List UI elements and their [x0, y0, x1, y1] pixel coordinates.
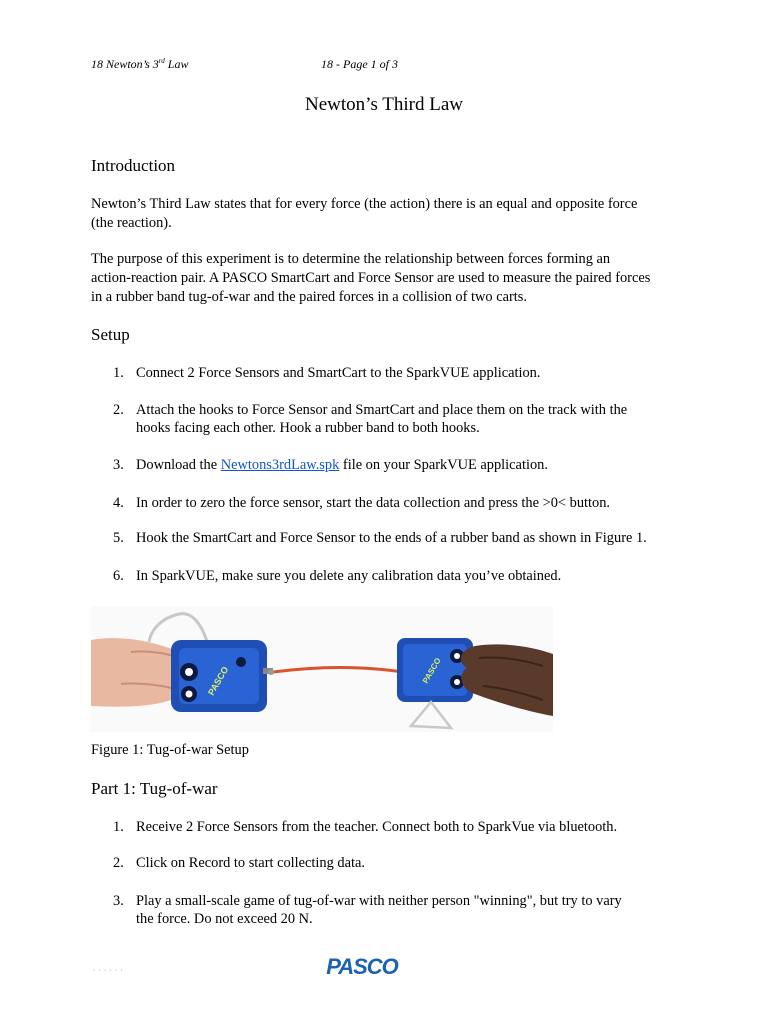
left-hook — [268, 669, 274, 675]
right-force-sensor — [397, 638, 473, 702]
tug-of-war-photo — [91, 606, 553, 732]
page-header-left: 18 Newton’s 3rd Law — [91, 57, 189, 71]
pasco-logo — [318, 955, 406, 977]
left-force-sensor — [171, 640, 273, 712]
section-heading-part1: Part 1: Tug-of-war — [91, 779, 218, 798]
intro-paragraph-2: The purpose of this experiment is to determine the relationship between forces forming an action-reaction pair. A PASCO SmartCart and Force Sensor are used to measure the paired forces in a rubber band tug-of-war and the paired forces in a collision of two carts. — [91, 251, 651, 305]
page-header-right: 18 - Page 1 of 3 — [321, 57, 398, 71]
figure-caption: Figure 1: Tug-of-war Setup — [91, 742, 249, 758]
footer-mark: · · · · · · — [93, 968, 124, 974]
section-heading-setup: Setup — [91, 325, 130, 344]
document-title: Newton’s Third Law — [305, 94, 463, 115]
svg-text:PASCO: PASCO — [206, 664, 231, 697]
section-heading-introduction: Introduction — [91, 156, 176, 175]
document-page: 18 Newton’s 3rd Law 18 - Page 1 of 3 Newton’s Third Law Introduction Newton’s Third Law states that for every force (the action) there is an equal and opposite force (the reaction). The purpose of this experiment is to determine the relationship between forces forming an action-reaction pair. A PASCO SmartCart and Force Sensor are used to measure the paired forces in a rubber band tug-of-war and the paired forces in a collision of two carts. Setup 1. Connect 2 Force Sensors and SmartCart to the SparkVUE application. 2. Attach the hooks to Force Sensor and SmartCart and place them on the track with the hooks facing each other. Hook a rubber band to both hooks. 3. Download the Newtons3rdLaw.spk file on your SparkVUE application. 4. In order to zero the force sensor, start the data collection and press the >0< button. 5. Hook the SmartCart and Force Sensor to the ends of a rubber band as shown in Figure 1. 6. In SparkVUE, make sure you delete any calibration data you’ve obtained. PASCO PASCO Figure 1: Tug-of-war Setup Part 1: Tug-of-war 1. Receive 2 Force Sensors from the teacher. Connect both to SparkVue via bluetooth. 2. Click on Record to start collecting data. 3. Play a small-scale game of tug-of-war with neither person "winning", but try to vary the force. Do not exceed 20 N. · · · · · · PASCO — [0, 0, 768, 1024]
svg-text:PASCO: PASCO — [326, 955, 398, 977]
intro-paragraph-1: Newton’s Third Law states that for every force (the action) there is an equal and opposite force (the reaction). — [91, 196, 638, 231]
spk-file-link[interactable]: Newtons3rdLaw.spk — [220, 457, 340, 473]
svg-text:PASCO: PASCO — [420, 656, 443, 685]
